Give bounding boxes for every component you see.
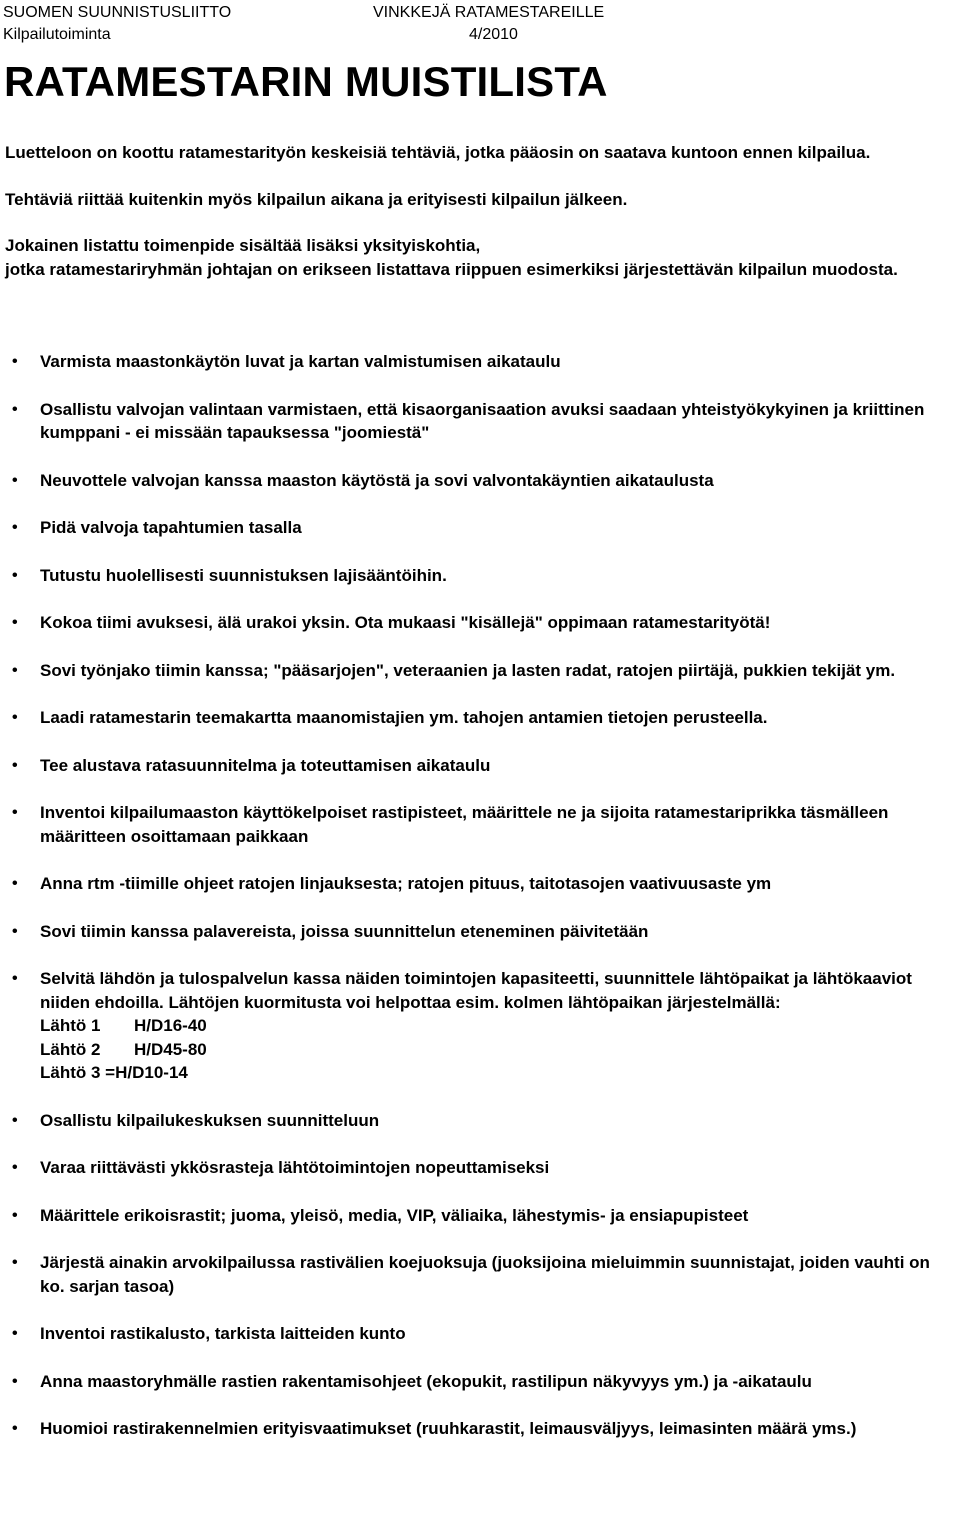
list-item-text: Anna rtm -tiimille ohjeet ratojen linjauksesta; ratojen pituus, taitotasojen vaativuusaste ym <box>40 874 772 893</box>
bullet-icon: • <box>12 353 18 370</box>
list-item <box>0 872 955 896</box>
bullet-icon: • <box>12 1159 18 1176</box>
bullet-icon: • <box>12 804 18 821</box>
start-place-3 <box>40 1061 955 1085</box>
bullet-icon: • <box>12 661 18 679</box>
bullet-icon: • <box>12 400 18 418</box>
list-item-text: Inventoi kilpailumaaston käyttökelpoiset rastipisteet, määrittele ne ja sijoita ratamestariprikka täsmälleen määritteen osoittamaan paikkaan <box>40 803 889 846</box>
bullet-icon: • <box>12 614 18 631</box>
bullet-icon: • <box>12 471 18 489</box>
start-place-label: Lähtö 1 <box>40 1016 101 1035</box>
start-place-classes: H/D16-40 <box>134 1016 207 1035</box>
bullet-icon: • <box>12 1420 18 1437</box>
intro-paragraph-1: Luetteloon on koottu ratamestarityön keskeisiä tehtäviä, jotka pääosin on saatava kuntoon ennen kilpailua. <box>5 143 871 162</box>
list-item <box>0 1417 955 1441</box>
list-item <box>0 1156 955 1180</box>
list-item-text: Sovi tiimin kanssa palavereista, joissa suunnittelun eteneminen päivitetään <box>40 921 649 941</box>
list-item-text: Osallistu kilpailukeskuksen suunnitteluun <box>40 1110 380 1130</box>
list-item <box>0 1370 955 1394</box>
list-item-text: Tutustu huolellisesti suunnistuksen lajisääntöihin. <box>40 565 447 585</box>
intro-paragraph-3 <box>5 234 955 282</box>
list-item <box>0 611 955 635</box>
list-item-text: Varmista maastonkäytön luvat ja kartan valmistumisen aikataulu <box>40 352 561 371</box>
intro-section <box>5 141 955 282</box>
bullet-icon: • <box>12 1325 18 1342</box>
intro-paragraph-2: Tehtäviä riittää kuitenkin myös kilpailun aikana ja erityisesti kilpailun jälkeen. <box>5 190 628 209</box>
bullet-icon: • <box>12 519 18 536</box>
list-item <box>0 967 955 1085</box>
start-place-1 <box>40 1014 955 1038</box>
list-item <box>0 398 955 445</box>
list-item-text: Varaa riittävästi ykkösrasteja lähtötoimintojen nopeuttamiseksi <box>40 1158 550 1177</box>
bullet-icon: • <box>12 566 18 584</box>
list-item-text: Pidä valvoja tapahtumien tasalla <box>40 518 302 537</box>
list-item <box>0 469 955 493</box>
list-item-text: Kokoa tiimi avuksesi, älä urakoi yksin. Ota mukaasi "kisällejä" oppimaan ratamestarityötä! <box>40 613 771 632</box>
list-item <box>0 1109 955 1133</box>
header-unit: Kilpailutoiminta <box>3 26 111 43</box>
bullet-icon: • <box>12 970 18 987</box>
list-item-text: Osallistu valvojan valintaan varmistaen, että kisaorganisaation avuksi saadaan yhteistyökykyinen ja kriittinen kumppani - ei missään tapauksessa "joomiestä" <box>40 399 925 442</box>
list-item <box>0 1204 955 1228</box>
list-item-text: Järjestä ainakin arvokilpailussa rastivälien koejuoksuja (juoksijoina mieluimmin suunnistajat, joiden vauhti on ko. sarjan tasoa) <box>40 1253 930 1296</box>
list-item <box>0 801 955 848</box>
header-row-1 <box>3 0 953 22</box>
bullet-icon: • <box>12 756 18 774</box>
list-item <box>0 1322 955 1346</box>
list-item-text: Selvitä lähdön ja tulospalvelun kassa näiden toimintojen kapasiteetti, suunnittele lähtöpaikat ja lähtökaaviot niiden ehdoilla. Lähtöjen kuormitusta voi helpottaa esim. kolmen lähtöpaikan järjestelmällä: <box>40 969 912 1012</box>
list-item-text: Määrittele erikoisrastit; juoma, yleisö, media, VIP, väliaika, lähestymis- ja ensiapupisteet <box>40 1205 749 1225</box>
list-item <box>0 1251 955 1298</box>
list-item <box>0 659 955 683</box>
task-list <box>0 350 955 1465</box>
list-item-text: Huomioi rastirakennelmien erityisvaatimukset (ruuhkarastit, leimausväljyys, leimasinten määrä yms.) <box>40 1419 857 1438</box>
bullet-icon: • <box>12 1254 18 1271</box>
list-item <box>0 516 955 540</box>
bullet-icon: • <box>12 1372 18 1390</box>
list-item <box>0 706 955 730</box>
list-item <box>0 350 955 374</box>
list-item-text: Inventoi rastikalusto, tarkista laitteiden kunto <box>40 1324 406 1343</box>
bullet-icon: • <box>12 875 18 892</box>
list-item-text: Anna maastoryhmälle rastien rakentamisohjeet (ekopukit, rastilipun näkyvyys ym.) ja -aikataulu <box>40 1371 812 1391</box>
start-place-2 <box>40 1038 955 1062</box>
list-item <box>0 754 955 778</box>
start-place-classes: H/D45-80 <box>134 1039 207 1059</box>
list-item-text: Sovi työnjako tiimin kanssa; "pääsarjojen", veteraanien ja lasten radat, ratojen piirtäjä, pukkien tekijät ym. <box>40 660 896 680</box>
header-doc-type: VINKKEJÄ RATAMESTAREILLE <box>373 4 605 21</box>
bullet-icon: • <box>12 1206 18 1224</box>
header-issue: 4/2010 <box>469 26 518 43</box>
intro-paragraph-3-line-1: Jokainen listattu toimenpide sisältää lisäksi yksityiskohtia, <box>5 236 481 255</box>
list-item-text: Laadi ratamestarin teemakartta maanomistajien ym. tahojen antamien tietojen perusteella. <box>40 708 768 727</box>
bullet-icon: • <box>12 922 18 940</box>
start-place-label: Lähtö 2 <box>40 1039 101 1059</box>
page-title: RATAMESTARIN MUISTILISTA <box>4 58 608 105</box>
start-place-label: Lähtö 3 =H/D10-14 <box>40 1063 188 1082</box>
intro-paragraph-3-line-2: jotka ratamestariryhmän johtajan on erikseen listattava riippuen esimerkiksi järjestettävän kilpailun muodosta. <box>5 260 898 279</box>
header-org: SUOMEN SUUNNISTUSLIITTO <box>3 4 232 21</box>
list-item-text: Neuvottele valvojan kanssa maaston käytöstä ja sovi valvontakäyntien aikataulusta <box>40 470 714 490</box>
header-row-2 <box>3 22 953 44</box>
bullet-icon: • <box>12 709 18 726</box>
page-header <box>3 0 953 44</box>
list-item-text: Tee alustava ratasuunnitelma ja toteuttamisen aikataulu <box>40 755 491 775</box>
list-item <box>0 564 955 588</box>
bullet-icon: • <box>12 1111 18 1129</box>
list-item <box>0 920 955 944</box>
